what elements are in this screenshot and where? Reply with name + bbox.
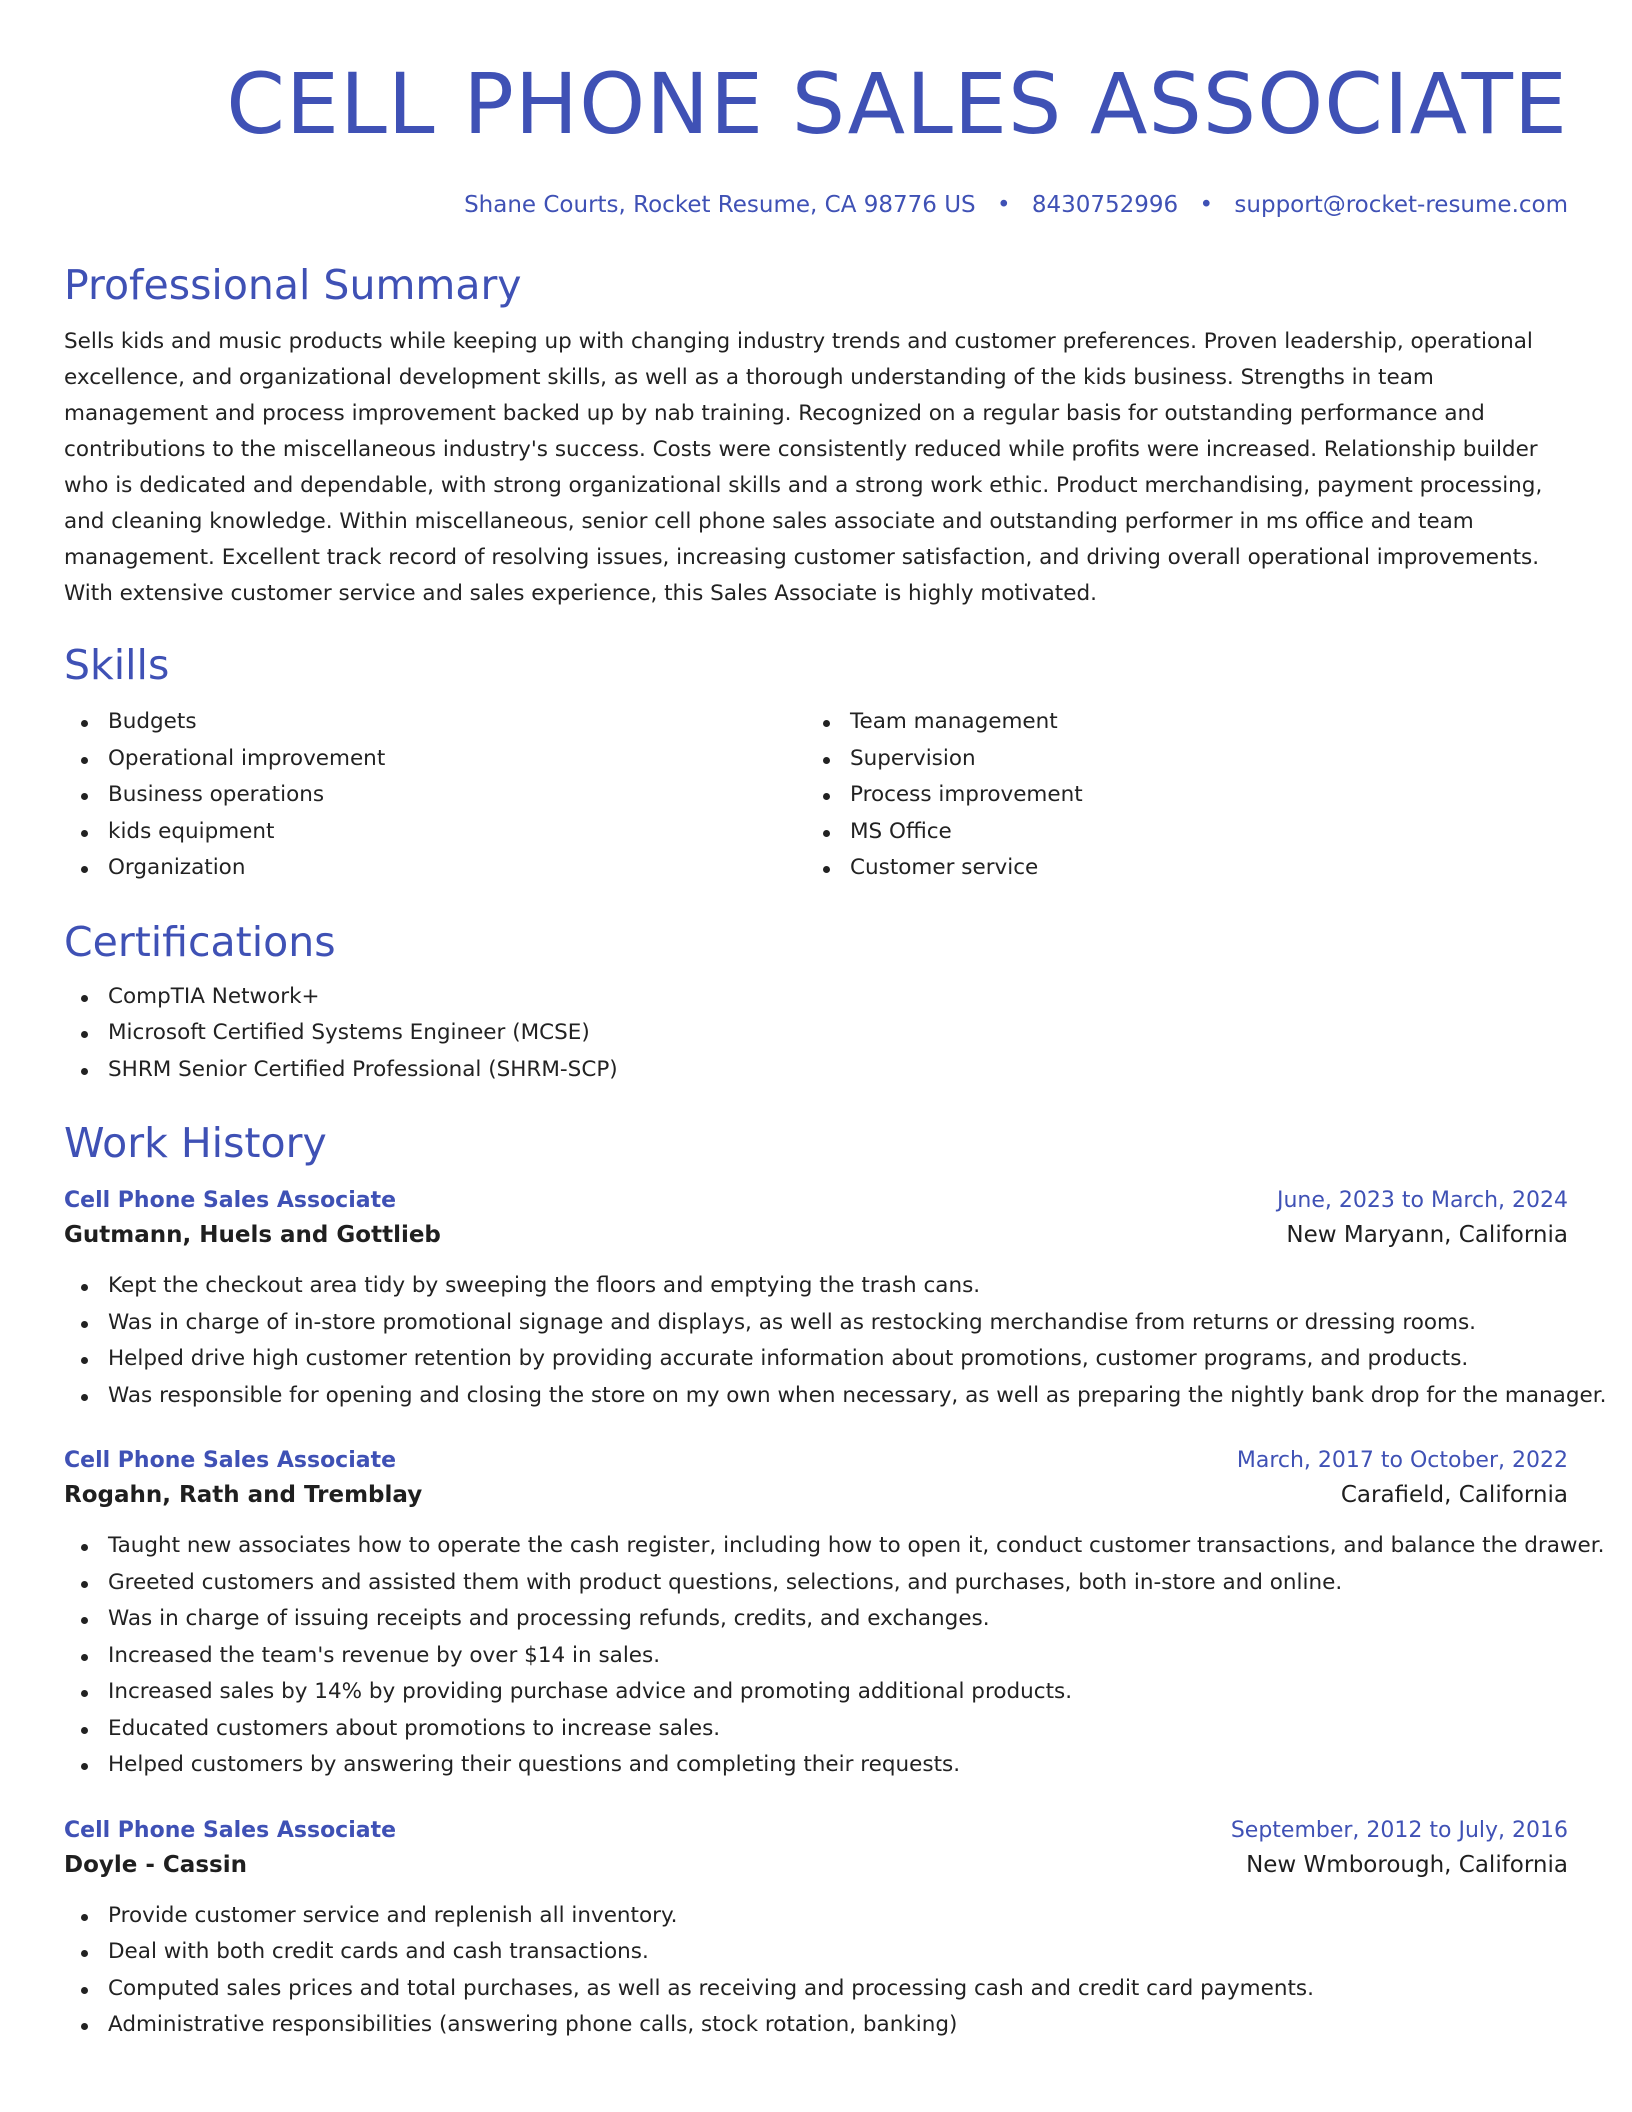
resume-name: CELL PHONE SALES ASSOCIATE bbox=[226, 55, 1568, 153]
skill-item: Business operations bbox=[108, 777, 806, 814]
summary-heading: Professional Summary bbox=[64, 261, 522, 309]
skill-item: Supervision bbox=[850, 741, 1548, 778]
job-bullet: Was in charge of issuing receipts and processing refunds, credits, and exchanges. bbox=[108, 1601, 1568, 1638]
contact-separator: • bbox=[1199, 192, 1214, 218]
skill-item: Organization bbox=[108, 850, 806, 887]
job-dates: September, 2012 to July, 2016 bbox=[1230, 1817, 1568, 1843]
contact-separator: • bbox=[996, 192, 1011, 218]
job-bullet: Helped drive high customer retention by providing accurate information about promotions, customer programs, and products. bbox=[108, 1341, 1568, 1378]
job-subheader bbox=[64, 1476, 1568, 1514]
job-title: Cell Phone Sales Associate bbox=[64, 1817, 397, 1843]
contact-line bbox=[64, 190, 1568, 220]
resume-page bbox=[64, 0, 1607, 2044]
certification-item: SHRM Senior Certified Professional (SHRM-SCP) bbox=[108, 1052, 1568, 1089]
job-title: Cell Phone Sales Associate bbox=[64, 1448, 397, 1473]
job-bullet: Helped customers by answering their questions and completing their requests. bbox=[108, 1747, 1568, 1784]
job-bullet: Was in charge of in-store promotional signage and displays, as well as restocking merchandise from returns or dressing rooms. bbox=[108, 1305, 1568, 1342]
job-bullet: Kept the checkout area tidy by sweeping the floors and emptying the trash cans. bbox=[108, 1268, 1568, 1305]
job-bullet: Was responsible for opening and closing the store on my own when necessary, as well as preparing the nightly bank drop for the manager. bbox=[108, 1378, 1568, 1415]
summary-text: Sells kids and music products while keeping up with changing industry trends and customer preferences. Proven leadership, operational excellence, and organizational development skills, as well as a thorough understanding of the kids business. Strengths in team management and process improvement backed up by nab training. Recognized on a regular basis for outstanding performance and contributions to the miscellaneous industry's success. Costs were consistently reduced while profits were increased. Relationship builder who is dedicated and dependable, with strong organizational skills and a strong work ethic. Product merchandising, payment processing, and cleaning knowledge. Within miscellaneous, senior cell phone sales associate and outstanding performer in ms office and team management. Excellent track record of resolving issues, increasing customer satisfaction, and driving overall operational improvements. With extensive customer service and sales experience, this Sales Associate is highly motivated. bbox=[64, 329, 1543, 606]
job-bullet: Educated customers about promotions to increase sales. bbox=[108, 1711, 1568, 1748]
skills-column-left bbox=[64, 704, 806, 887]
skill-item: Budgets bbox=[108, 704, 806, 741]
job-subheader bbox=[64, 1216, 1568, 1254]
job-dates: March, 2017 to October, 2022 bbox=[1236, 1448, 1568, 1473]
job-bullet: Provide customer service and replenish all inventory. bbox=[108, 1898, 1568, 1935]
contact-phone: 8430752996 bbox=[1031, 192, 1179, 218]
job-entry bbox=[64, 1446, 1605, 1784]
skills-list-left bbox=[64, 704, 806, 887]
skills-list-right bbox=[806, 704, 1548, 887]
job-bullet: Computed sales prices and total purchases, as well as receiving and processing cash and credit card payments. bbox=[108, 1971, 1568, 2008]
certification-item: Microsoft Certified Systems Engineer (MCSE) bbox=[108, 1015, 1568, 1052]
job-bullets bbox=[64, 1528, 1605, 1784]
job-bullets bbox=[64, 1268, 1607, 1414]
skill-item: Team management bbox=[850, 704, 1548, 741]
job-company: Doyle - Cassin bbox=[64, 1851, 247, 1878]
job-company: Gutmann, Huels and Gottlieb bbox=[64, 1222, 441, 1248]
skills-grid bbox=[64, 704, 1568, 887]
skills-heading: Skills bbox=[64, 641, 170, 689]
job-bullet: Administrative responsibilities (answering phone calls, stock rotation, banking) bbox=[108, 2007, 1568, 2044]
skill-item: kids equipment bbox=[108, 814, 806, 851]
job-location: New Maryann, California bbox=[1286, 1222, 1568, 1248]
skill-item: Operational improvement bbox=[108, 741, 806, 778]
contact-address: Shane Courts, Rocket Resume, CA 98776 US bbox=[464, 192, 976, 218]
job-bullets bbox=[64, 1898, 1568, 2044]
job-company: Rogahn, Rath and Tremblay bbox=[64, 1482, 423, 1508]
contact-email: support@rocket-resume.com bbox=[1234, 192, 1568, 218]
certifications-heading: Certifications bbox=[64, 917, 336, 966]
job-title: Cell Phone Sales Associate bbox=[64, 1188, 397, 1213]
job-dates: June, 2023 to March, 2024 bbox=[1277, 1188, 1568, 1213]
job-header bbox=[64, 1186, 1568, 1216]
job-header bbox=[64, 1446, 1568, 1476]
skill-item: Process improvement bbox=[850, 777, 1548, 814]
skill-item: Customer service bbox=[850, 850, 1548, 887]
skill-item: MS Office bbox=[850, 814, 1548, 851]
job-subheader bbox=[64, 1846, 1568, 1884]
job-header bbox=[64, 1816, 1568, 1846]
job-bullet: Taught new associates how to operate the cash register, including how to open it, conduct customer transactions, and balance the drawer. bbox=[108, 1528, 1568, 1565]
skills-column-right bbox=[806, 704, 1548, 887]
job-entry bbox=[64, 1816, 1568, 2044]
certifications-list bbox=[64, 979, 1568, 1089]
job-bullet: Deal with both credit cards and cash transactions. bbox=[108, 1934, 1568, 1971]
work-history-heading: Work History bbox=[64, 1119, 327, 1167]
job-bullet: Increased the team's revenue by over $14 in sales. bbox=[108, 1638, 1568, 1675]
job-location: Carafield, California bbox=[1340, 1482, 1568, 1508]
job-bullet: Increased sales by 14% by providing purchase advice and promoting additional products. bbox=[108, 1674, 1568, 1711]
certification-item: CompTIA Network+ bbox=[108, 979, 1568, 1016]
job-entry bbox=[64, 1186, 1607, 1414]
job-bullet: Greeted customers and assisted them with product questions, selections, and purchases, both in-store and online. bbox=[108, 1565, 1568, 1602]
job-location: New Wmborough, California bbox=[1246, 1851, 1568, 1878]
